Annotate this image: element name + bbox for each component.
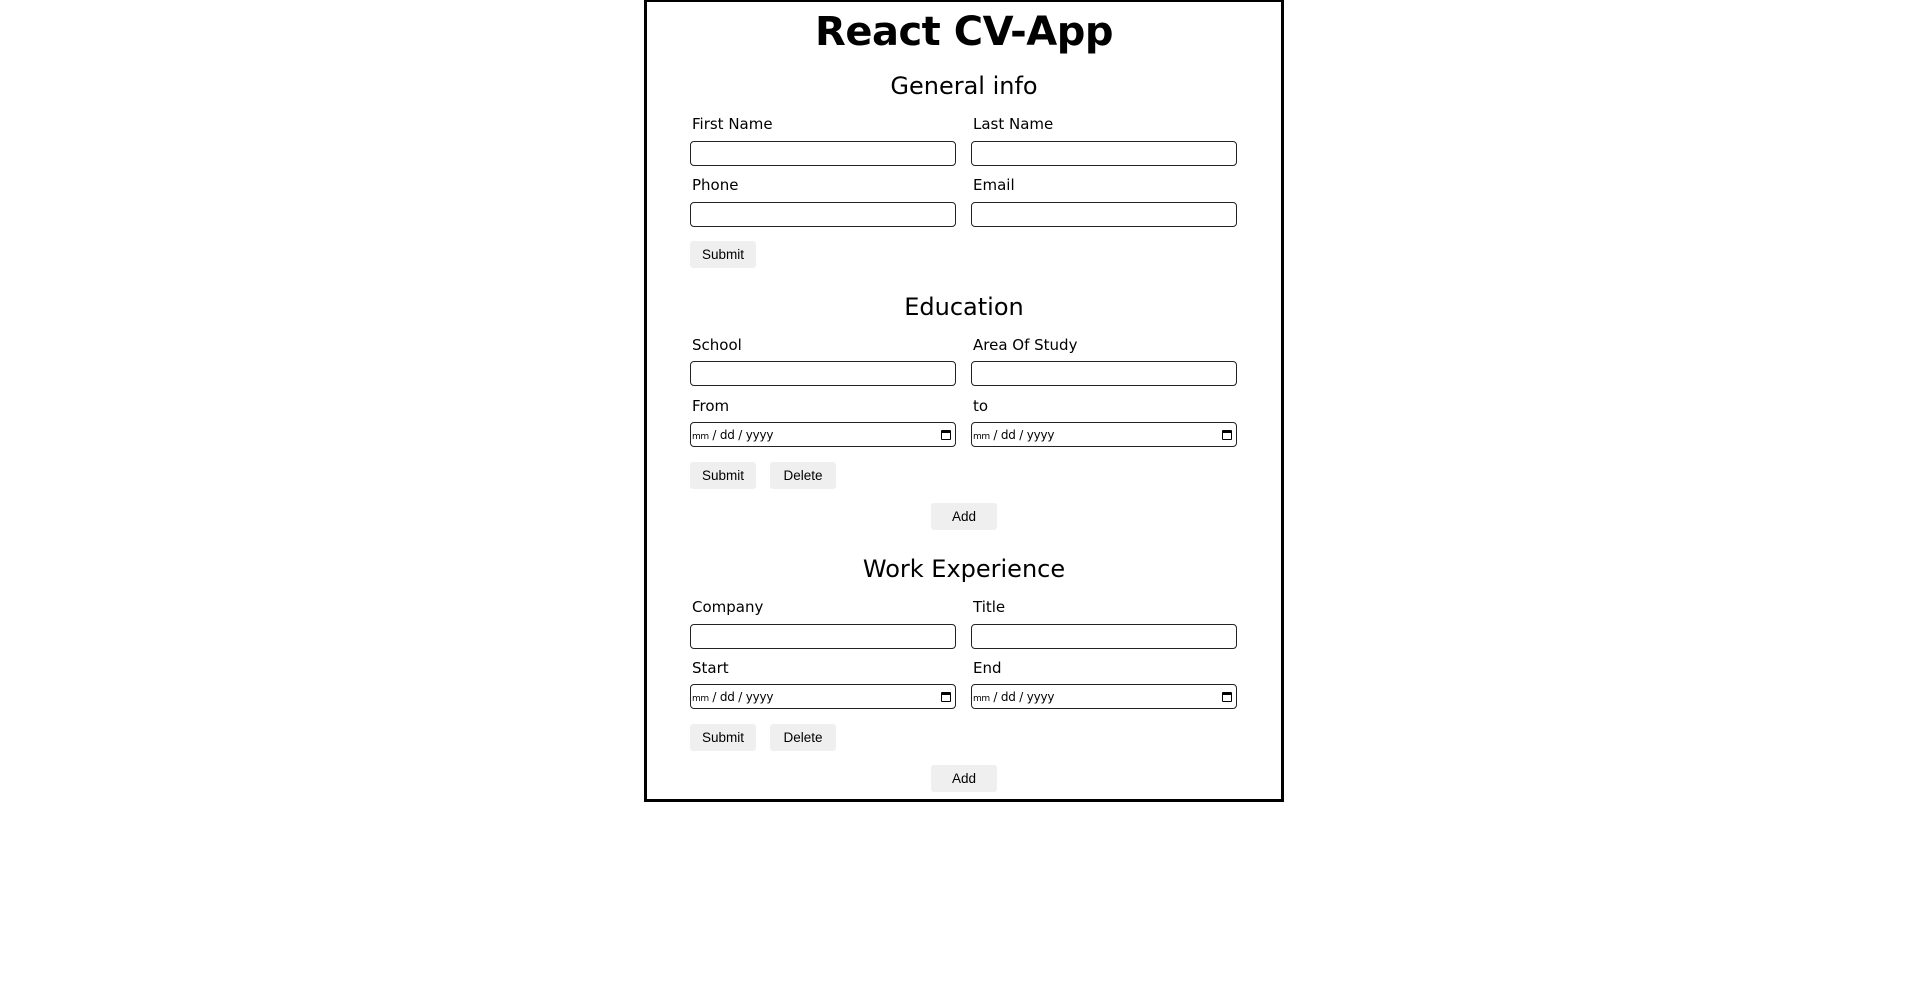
work-start-date-input[interactable] <box>690 684 956 709</box>
cv-app-container <box>644 0 1284 802</box>
area-of-study-label: Area Of Study <box>973 336 1078 354</box>
work-add-button[interactable]: Add <box>931 765 997 792</box>
last-name-label: Last Name <box>973 115 1054 133</box>
page-title: React CV-App <box>815 9 1113 55</box>
job-title-input[interactable] <box>971 624 1237 649</box>
work-end-date-input[interactable] <box>971 684 1237 709</box>
general-submit-button[interactable]: Submit <box>690 241 756 268</box>
education-delete-button[interactable]: Delete <box>770 462 836 489</box>
calendar-icon[interactable] <box>1222 430 1232 440</box>
email-input[interactable] <box>971 202 1237 227</box>
general-info-heading: General info <box>890 72 1038 100</box>
date-placeholder: mm / dd / yyyy <box>692 427 774 442</box>
first-name-label: First Name <box>692 115 773 133</box>
education-add-button[interactable]: Add <box>931 503 997 530</box>
phone-label: Phone <box>692 176 739 194</box>
calendar-icon[interactable] <box>941 692 951 702</box>
work-experience-heading: Work Experience <box>862 555 1066 583</box>
work-submit-button[interactable]: Submit <box>690 724 756 751</box>
company-input[interactable] <box>690 624 956 649</box>
last-name-input[interactable] <box>971 141 1237 166</box>
education-heading: Education <box>904 293 1024 321</box>
company-label: Company <box>692 598 764 616</box>
job-title-label: Title <box>973 598 1006 616</box>
school-input[interactable] <box>690 361 956 386</box>
school-label: School <box>692 336 742 354</box>
date-placeholder: mm / dd / yyyy <box>973 689 1055 704</box>
area-of-study-input[interactable] <box>971 361 1237 386</box>
end-label: End <box>973 659 1002 677</box>
first-name-input[interactable] <box>690 141 956 166</box>
to-label: to <box>973 397 989 415</box>
education-submit-button[interactable]: Submit <box>690 462 756 489</box>
education-from-date-input[interactable] <box>690 422 956 447</box>
email-label: Email <box>973 176 1015 194</box>
calendar-icon[interactable] <box>1222 692 1232 702</box>
education-to-date-input[interactable] <box>971 422 1237 447</box>
phone-input[interactable] <box>690 202 956 227</box>
calendar-icon[interactable] <box>941 430 951 440</box>
from-label: From <box>692 397 730 415</box>
work-delete-button[interactable]: Delete <box>770 724 836 751</box>
date-placeholder: mm / dd / yyyy <box>973 427 1055 442</box>
date-placeholder: mm / dd / yyyy <box>692 689 774 704</box>
start-label: Start <box>692 659 729 677</box>
